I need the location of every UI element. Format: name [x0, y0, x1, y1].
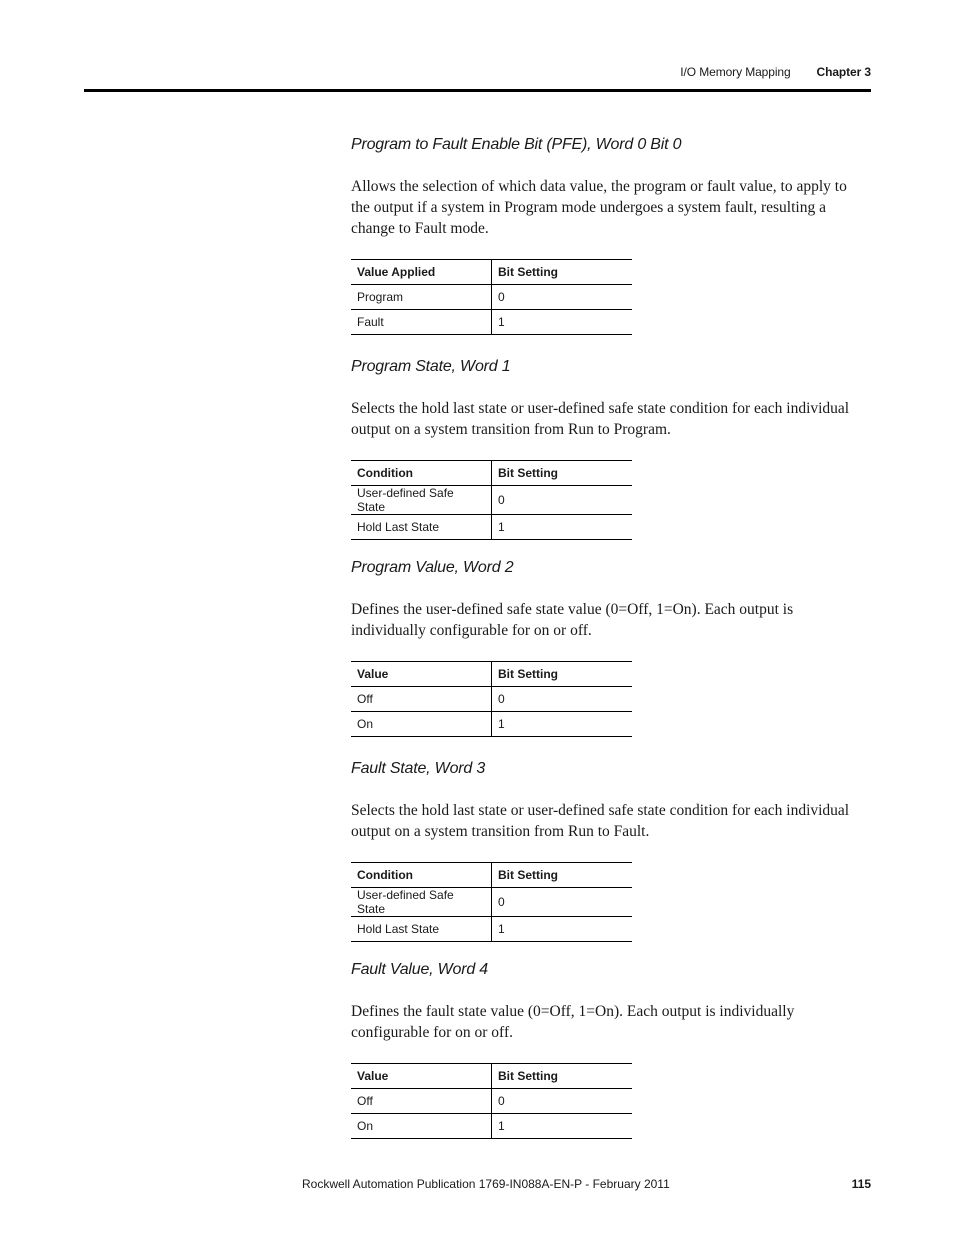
column-header: Value	[351, 1064, 492, 1089]
publication-info: Rockwell Automation Publication 1769-IN088A-EN-P - February 2011	[302, 1177, 670, 1191]
table-cell: 1	[492, 1114, 633, 1139]
column-header: Condition	[351, 461, 492, 486]
section-body: Defines the user-defined safe state value (0=Off, 1=On). Each output is individually configurable for on or off.	[351, 601, 794, 639]
table-row	[351, 1114, 632, 1139]
table-cell: 1	[492, 515, 633, 540]
header-chapter: Chapter 3	[816, 65, 871, 79]
table-header-row	[351, 662, 632, 687]
table-cell: Fault	[351, 310, 492, 335]
table-row	[351, 712, 632, 737]
section-body: Defines the fault state value (0=Off, 1=On). Each output is individually configurable for on or off.	[351, 1003, 795, 1041]
table-cell: 0	[492, 888, 633, 917]
section-heading: Program to Fault Enable Bit (PFE), Word 0 Bit 0	[351, 136, 682, 153]
table-cell: 0	[492, 486, 633, 515]
table-cell: 0	[492, 1089, 633, 1114]
table-cell: On	[351, 1114, 492, 1139]
page-number: 115	[851, 1177, 871, 1191]
table-cell: User-defined Safe State	[351, 888, 492, 917]
table-cell: 1	[492, 917, 633, 942]
table-cell: 1	[492, 712, 633, 737]
section-body: Selects the hold last state or user-defined safe state condition for each individual output on a system transition from Run to Program.	[351, 400, 850, 438]
table-cell: Hold Last State	[351, 515, 492, 540]
table-cell: Hold Last State	[351, 917, 492, 942]
table-row	[351, 687, 632, 712]
column-header: Bit Setting	[492, 461, 633, 486]
running-header	[680, 65, 871, 79]
section-body: Selects the hold last state or user-defined safe state condition for each individual output on a system transition from Run to Fault.	[351, 802, 850, 840]
table-row	[351, 515, 632, 540]
section-heading: Program State, Word 1	[351, 358, 511, 375]
table-row	[351, 917, 632, 942]
column-header: Value Applied	[351, 260, 492, 285]
section-fault-value	[351, 960, 871, 1139]
table-cell: 0	[492, 285, 633, 310]
table-cell: 1	[492, 310, 633, 335]
table-cell: Off	[351, 687, 492, 712]
column-header: Bit Setting	[492, 260, 633, 285]
table-cell: Program	[351, 285, 492, 310]
table-cell: 0	[492, 687, 633, 712]
table-cell: Off	[351, 1089, 492, 1114]
column-header: Bit Setting	[492, 1064, 633, 1089]
header-title: I/O Memory Mapping	[680, 65, 791, 79]
column-header: Value	[351, 662, 492, 687]
section-pfe	[351, 135, 871, 335]
table-row	[351, 888, 632, 917]
section-heading: Fault State, Word 3	[351, 760, 486, 777]
header-rule	[84, 89, 871, 92]
table-row	[351, 310, 632, 335]
table-cell: On	[351, 712, 492, 737]
column-header: Bit Setting	[492, 662, 633, 687]
table-row	[351, 1089, 632, 1114]
table-header-row	[351, 863, 632, 888]
table-cell: User-defined Safe State	[351, 486, 492, 515]
column-header: Bit Setting	[492, 863, 633, 888]
section-fault-state	[351, 759, 871, 942]
table-header-row	[351, 461, 632, 486]
section-program-state	[351, 357, 871, 540]
bit-setting-table	[351, 661, 632, 737]
table-header-row	[351, 1064, 632, 1089]
bit-setting-table	[351, 1063, 632, 1139]
table-row	[351, 486, 632, 515]
table-row	[351, 285, 632, 310]
section-heading: Program Value, Word 2	[351, 559, 514, 576]
column-header: Condition	[351, 863, 492, 888]
section-heading: Fault Value, Word 4	[351, 961, 489, 978]
section-body: Allows the selection of which data value, the program or fault value, to apply to the output if a system in Program mode undergoes a system fault, resulting a change to Fault mode.	[351, 178, 847, 237]
table-header-row	[351, 260, 632, 285]
bit-setting-table	[351, 259, 632, 335]
section-program-value	[351, 558, 871, 737]
bit-setting-table	[351, 862, 632, 942]
bit-setting-table	[351, 460, 632, 540]
